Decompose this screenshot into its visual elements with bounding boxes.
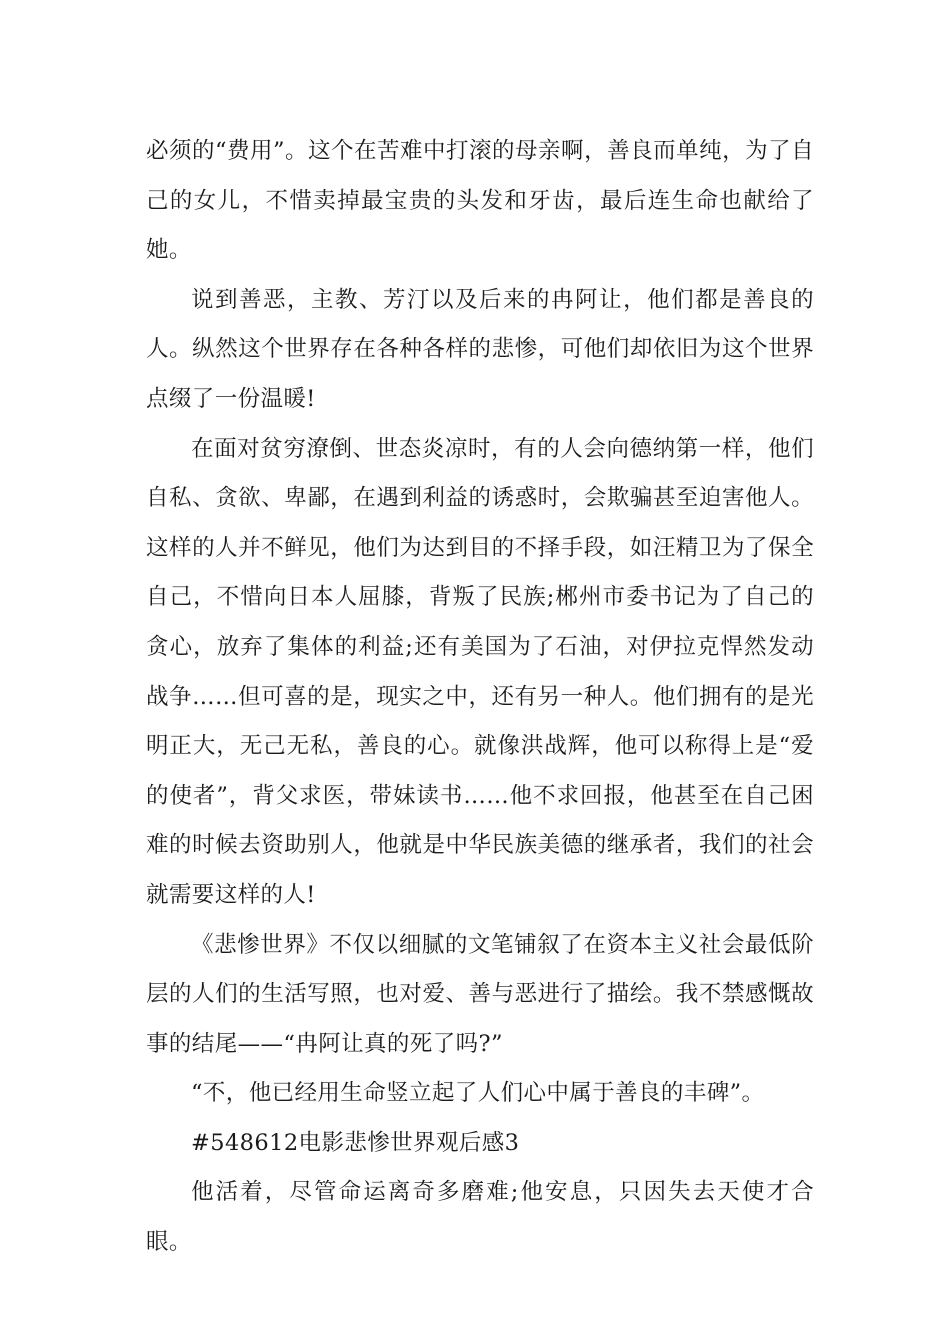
body-text [146,127,814,1268]
paragraph: 在面对贫穷潦倒、世态炎凉时，有的人会向德纳第一样，他们自私、贪欲、卑鄙，在遇到利益的诱惑时，会欺骗甚至迫害他人。这样的人并不鲜见，他们为达到目的不择手段，如汪精卫为了保全自己，不惜向日本人屈膝，背叛了民族;郴州市委书记为了自己的贪心，放弃了集体的利益;还有美国为了石油，对伊拉克悍然发动战争……但可喜的是，现实之中，还有另一种人。他们拥有的是光明正大，无己无私，善良的心。就像洪战辉，他可以称得上是“爱的使者”，背父求医，带妹读书……他不求回报，他甚至在自己困难的时候去资助别人，他就是中华民族美德的继承者，我们的社会就需要这样的人! [146,435,814,908]
paragraph: 《悲惨世界》不仅以细腻的文笔铺叙了在资本主义社会最低阶层的人们的生活写照，也对爱、善与恶进行了描绘。我不禁感慨故事的结尾——“冉阿让真的死了吗?” [146,931,814,1057]
paragraph-quote: “不，他已经用生命竖立起了人们心中属于善良的丰碑”。 [191,1080,765,1107]
paragraph-continued: 必须的“费用”。这个在苦难中打滚的母亲啊，善良而单纯，为了自己的女儿，不惜卖掉最宝贵的头发和牙齿，最后连生命也献给了她。 [146,138,814,264]
paragraph: 他活着，尽管命运离奇多磨难;他安息，只因失去天使才合眼。 [146,1179,814,1256]
section-heading: #548612电影悲惨世界观后感3 [191,1129,520,1156]
paragraph: 说到善恶，主教、芳汀以及后来的冉阿让，他们都是善良的人。纵然这个世界存在各种各样的悲惨，可他们却依旧为这个世界点缀了一份温暖! [146,286,814,412]
